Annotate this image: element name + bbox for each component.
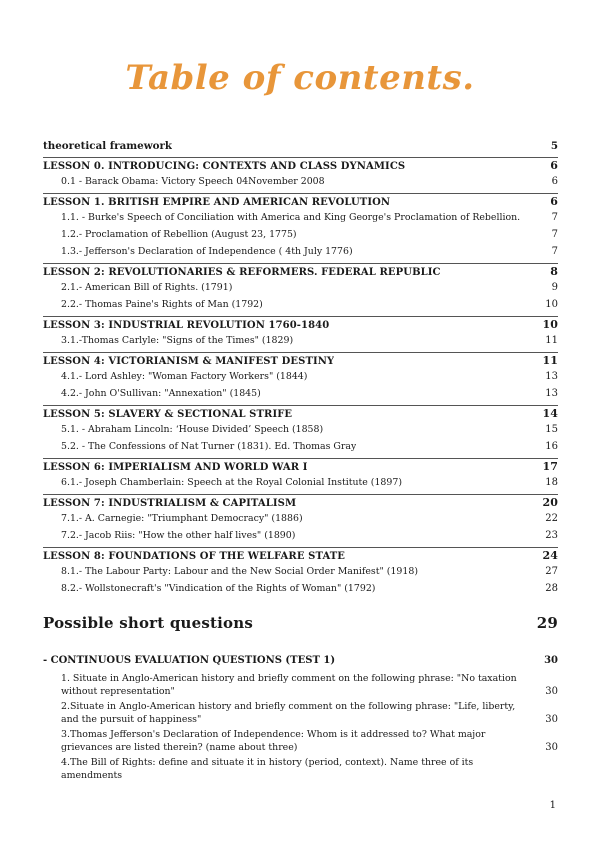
lesson-divider xyxy=(43,193,558,194)
toc-entry-label: 1.3.- Jefferson's Declaration of Independence ( 4th July 1776) xyxy=(61,246,353,257)
toc-entry-lesson[interactable] xyxy=(43,460,558,477)
page-number: 1 xyxy=(549,800,556,811)
lesson-divider xyxy=(43,263,558,264)
toc-entry-page: 22 xyxy=(545,513,558,524)
lesson-divider xyxy=(43,157,558,158)
toc-entry-question[interactable] xyxy=(43,672,558,698)
toc-entry-lesson[interactable] xyxy=(43,159,558,176)
toc-entry-subsection[interactable] xyxy=(43,335,558,352)
toc-entry-label: 1.2.- Proclamation of Rebellion (August 23, 1775) xyxy=(61,229,297,240)
toc-entry-subsection[interactable] xyxy=(43,176,558,193)
toc-entry-label: LESSON 5: SLAVERY & SECTIONAL STRIFE xyxy=(43,409,293,420)
toc-entry-subsection[interactable] xyxy=(43,388,558,405)
toc-entry-page: 9 xyxy=(551,282,558,293)
toc-entry-page: 11 xyxy=(545,335,558,346)
toc-entry-theoretical[interactable] xyxy=(43,140,558,157)
toc-entry-subsection[interactable] xyxy=(43,371,558,388)
toc-entry-label: 4.1.- Lord Ashley: "Woman Factory Workers" (1844) xyxy=(61,371,308,382)
toc-entry-label: 7.2.- Jacob Riis: "How the other half lives" (1890) xyxy=(61,530,296,541)
toc-entry-page: 15 xyxy=(545,424,558,435)
toc-entry-label: 0.1 - Barack Obama: Victory Speech 04November 2008 xyxy=(61,176,325,187)
question-text: 2.Situate in Anglo-American history and briefly comment on the following phrase: "Life, liberty, and the pursuit of happiness" xyxy=(61,701,516,725)
toc-entry-lesson[interactable] xyxy=(43,318,558,335)
toc-entry-label: 7.1.- A. Carnegie: "Triumphant Democracy" (1886) xyxy=(61,513,303,524)
toc-entry-page: 28 xyxy=(545,583,558,594)
toc-entry-page: 14 xyxy=(542,407,558,420)
toc-entry-page: 17 xyxy=(542,460,558,473)
toc-entry-subsection[interactable] xyxy=(43,583,558,600)
question-text: 3.Thomas Jefferson's Declaration of Independence: Whom is it addressed to? What major grievances are listed therein? (name about three) xyxy=(61,729,486,753)
toc-entry-page: 30 xyxy=(545,686,558,697)
toc-entry-page: 6 xyxy=(550,195,558,208)
toc-entry-page: 30 xyxy=(545,714,558,725)
toc-entry-label: theoretical framework xyxy=(43,140,173,152)
continuous-evaluation-section xyxy=(43,655,558,784)
toc-entry-page: 7 xyxy=(551,229,558,240)
toc-entry-page: 10 xyxy=(545,299,558,310)
toc-entry-label: 3.1.-Thomas Carlyle: "Signs of the Times" (1829) xyxy=(61,335,294,346)
toc-entry-page: 11 xyxy=(542,354,558,367)
toc-entry-page: 6 xyxy=(551,176,558,187)
toc-entry-subsection[interactable] xyxy=(43,282,558,299)
toc-entry-subsection[interactable] xyxy=(43,441,558,458)
toc-entry-label: LESSON 2: REVOLUTIONARIES & REFORMERS. FEDERAL REPUBLIC xyxy=(43,267,441,278)
lesson-divider xyxy=(43,405,558,406)
toc-entry-label: 8.1.- The Labour Party: Labour and the New Social Order Manifest" (1918) xyxy=(61,566,418,577)
toc-entry-page: 10 xyxy=(542,318,558,331)
toc-entry-page: 30 xyxy=(544,655,558,666)
toc-entry-page: 23 xyxy=(545,530,558,541)
lesson-divider xyxy=(43,547,558,548)
toc-entry-label: LESSON 1. BRITISH EMPIRE AND AMERICAN REVOLUTION xyxy=(43,197,391,208)
toc-entry-lesson[interactable] xyxy=(43,496,558,513)
toc-entry-page: 20 xyxy=(542,496,558,509)
lesson-divider xyxy=(43,494,558,495)
toc-entry-label: 5.2. - The Confessions of Nat Turner (1831). Ed. Thomas Gray xyxy=(61,441,357,452)
toc-entry-page: 7 xyxy=(551,246,558,257)
page-title: Table of contents. xyxy=(125,58,475,98)
lesson-divider xyxy=(43,316,558,317)
toc-entry-lesson[interactable] xyxy=(43,549,558,566)
toc-entry-page: 30 xyxy=(545,742,558,753)
lesson-divider xyxy=(43,352,558,353)
toc-entry-subsection[interactable] xyxy=(43,229,558,246)
toc-entry-page: 24 xyxy=(542,549,558,562)
toc-entry-label: LESSON 3: INDUSTRIAL REVOLUTION 1760-1840 xyxy=(43,320,330,331)
toc-entry-page: 5 xyxy=(550,140,558,152)
toc-entry-subsection[interactable] xyxy=(43,530,558,547)
toc-entry-subsection[interactable] xyxy=(43,299,558,316)
toc-entry-label: LESSON 0. INTRODUCING: CONTEXTS AND CLASS DYNAMICS xyxy=(43,161,406,172)
toc-entry-label: 5.1. - Abraham Lincoln: ‘House Divided’ Speech (1858) xyxy=(61,424,324,435)
toc-entry-page: 29 xyxy=(536,614,558,632)
lesson-list xyxy=(43,157,558,600)
table-of-contents xyxy=(43,140,558,600)
toc-entry-lesson[interactable] xyxy=(43,265,558,282)
toc-entry-label: LESSON 8: FOUNDATIONS OF THE WELFARE STATE xyxy=(43,551,346,562)
toc-entry-subsection[interactable] xyxy=(43,566,558,583)
toc-entry-subsection[interactable] xyxy=(43,513,558,530)
toc-entry-label: LESSON 4: VICTORIANISM & MANIFEST DESTINY xyxy=(43,356,335,367)
toc-entry-continuous-evaluation[interactable] xyxy=(43,655,558,672)
toc-entry-page: 13 xyxy=(545,388,558,399)
toc-entry-subsection[interactable] xyxy=(43,246,558,263)
section-heading: Possible short questions xyxy=(43,614,253,632)
toc-entry-label: 6.1.- Joseph Chamberlain: Speech at the Royal Colonial Institute (1897) xyxy=(61,477,402,488)
toc-entry-label: 4.2.- John O'Sullivan: "Annexation" (1845) xyxy=(61,388,261,399)
toc-entry-page: 8 xyxy=(550,265,558,278)
toc-entry-label: 1.1. - Burke's Speech of Conciliation with America and King George's Proclamation of Rebellion. xyxy=(61,212,521,223)
toc-entry-lesson[interactable] xyxy=(43,195,558,212)
question-text: 4.The Bill of Rights: define and situate it in history (period, context). Name three of its amendments xyxy=(61,757,474,781)
toc-entry-short-questions[interactable] xyxy=(43,614,558,632)
toc-entry-label: LESSON 6: IMPERIALISM AND WORLD WAR I xyxy=(43,462,308,473)
toc-entry-label: LESSON 7: INDUSTRIALISM & CAPITALISM xyxy=(43,498,297,509)
toc-entry-subsection[interactable] xyxy=(43,424,558,441)
toc-entry-label: 2.1.- American Bill of Rights. (1791) xyxy=(61,282,233,293)
toc-entry-page: 16 xyxy=(545,441,558,452)
lesson-divider xyxy=(43,458,558,459)
question-list xyxy=(43,672,558,782)
toc-entry-subsection[interactable] xyxy=(43,212,558,229)
toc-entry-subsection[interactable] xyxy=(43,477,558,494)
toc-entry-question[interactable] xyxy=(43,700,558,726)
toc-entry-lesson[interactable] xyxy=(43,407,558,424)
toc-entry-page: 7 xyxy=(551,212,558,223)
toc-entry-label: - CONTINUOUS EVALUATION QUESTIONS (TEST 1) xyxy=(43,655,336,666)
question-text: 1. Situate in Anglo-American history and briefly comment on the following phrase: "No taxation without representation" xyxy=(61,673,517,697)
toc-entry-page: 13 xyxy=(545,371,558,382)
toc-entry-page: 18 xyxy=(545,477,558,488)
toc-entry-question[interactable] xyxy=(43,728,558,754)
toc-entry-lesson[interactable] xyxy=(43,354,558,371)
toc-entry-page: 27 xyxy=(545,566,558,577)
toc-entry-label: 8.2.- Wollstonecraft's "Vindication of the Rights of Woman" (1792) xyxy=(61,583,376,594)
toc-entry-page: 6 xyxy=(550,159,558,172)
toc-entry-label: 2.2.- Thomas Paine's Rights of Man (1792) xyxy=(61,299,263,310)
toc-entry-question[interactable] xyxy=(43,756,558,782)
